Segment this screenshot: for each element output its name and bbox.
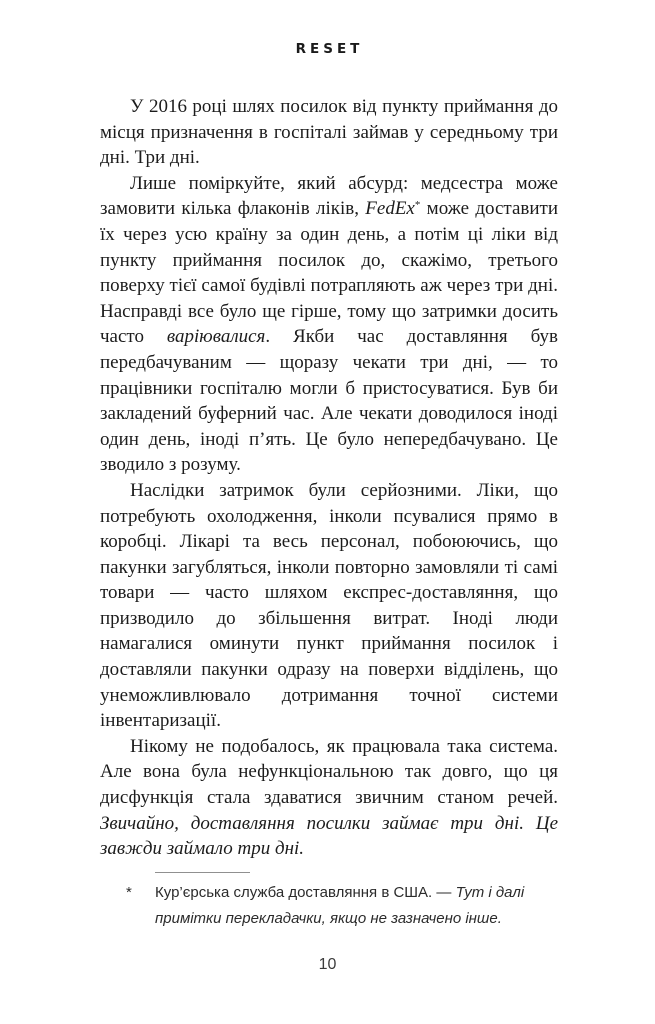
italic-text: FedEx	[365, 198, 415, 220]
footnote-marker-asterisk: *	[126, 884, 132, 901]
footnote-divider	[155, 872, 250, 873]
paragraph-text: Наслідки затримок були серйозними. Ліки, що потребують охолодження, інколи псувалися прямо в коробці. Лікарі та весь персонал, побоюючись, що пакунки загубляться, інколи повторно замовляли ті самі товари — часто шляхом експрес-доставляння, що призводило до збільшення витрат. Іноді люди намагалися оминути пункт приймання посилок і доставляли пакунки одразу на поверхи відділень, що унеможливлювало дотримання точної системи інвентаризації.	[100, 479, 558, 732]
paragraph	[100, 734, 558, 862]
running-header: RESET	[295, 41, 364, 57]
paragraph-text: У 2016 році шлях посилок від пункту приймання до місця призначення в госпіталі займав у середньому три дні. Три дні.	[100, 96, 558, 169]
paragraph-text: Лише поміркуйте, який абсурд: медсестра може замовити кілька флаконів ліків,	[100, 172, 558, 220]
paragraph-text: Нікому не подобалось, як працювала така система. Але вона була нефункціональною так довго, що ця дисфункція стала здаватися звичним станом речей.	[100, 735, 558, 809]
page-number: 10	[318, 956, 337, 973]
footnote-text	[155, 880, 558, 932]
paragraph	[100, 171, 558, 478]
footnote	[100, 880, 558, 932]
paragraph-text: може доставити їх через усю країну за один день, а потім ці ліки від пункту приймання посилок до, скажімо, третього поверху тієї самої будівлі потрапляють аж через три дні. Насправді все було ще гірше, тому що затримки досить часто	[100, 198, 558, 348]
italic-text: варіювалися	[166, 326, 266, 348]
paragraph	[100, 478, 558, 734]
footnote-text-normal: Кур’єрська служба доставляння в США. —	[155, 884, 456, 901]
paragraph-text: . Якби час доставляння був передбачуваним — щоразу чекати три дні, — то працівники госпіталю могли б пристосуватися. Був би закладений буферний час. Але чекати доводилося іноді один день, іноді п’ять. Це було непередбачувано. Це зводило з розуму.	[100, 326, 558, 476]
footnote-block	[100, 872, 558, 932]
body-text	[100, 94, 558, 862]
paragraph	[100, 94, 558, 171]
footnote-text-italic: Тут і далі примітки перекладачки, якщо не зазначено інше.	[155, 884, 525, 927]
footnote-reference-asterisk: *	[414, 199, 421, 212]
italic-text: Звичайно, доставляння посилки займає три дні. Це завжди займало три дні.	[100, 812, 558, 860]
